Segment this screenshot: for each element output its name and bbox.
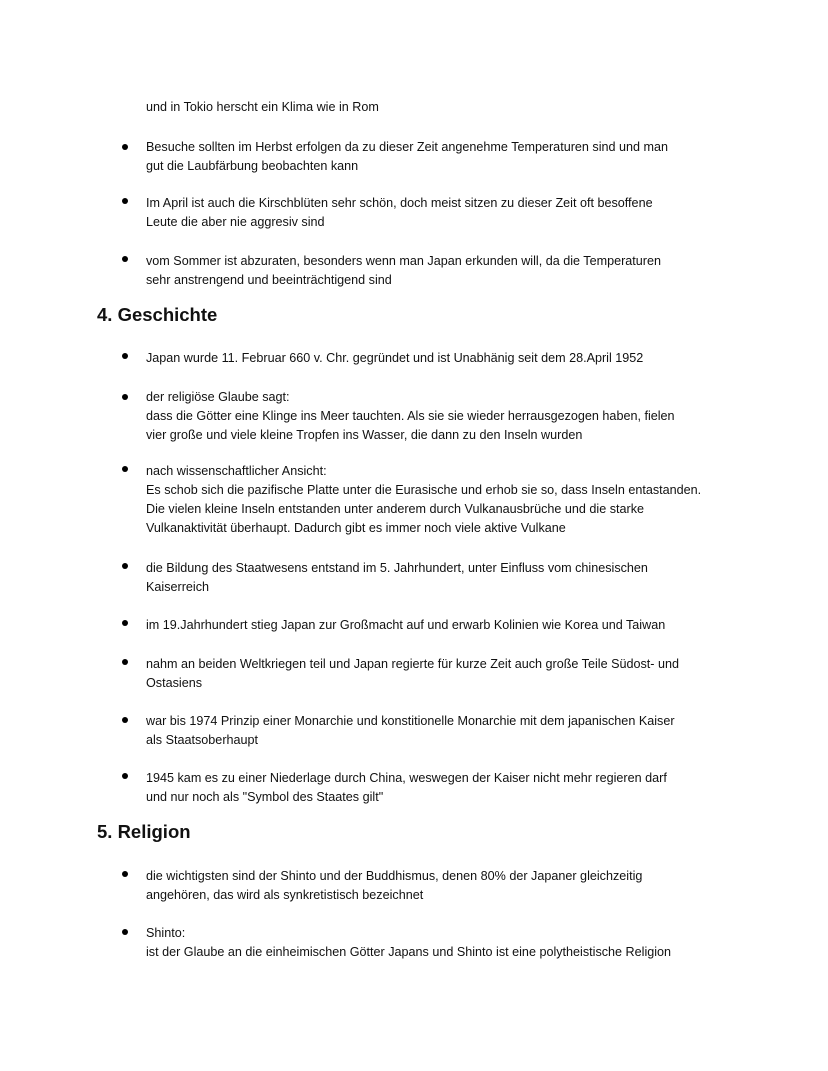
- bullet-dot: [122, 929, 128, 935]
- history-bullet-great-power: im 19.Jahrhundert stieg Japan zur Großmacht auf und erwarb Kolinien wie Korea und Taiwan: [146, 618, 666, 632]
- history-bullet-scientific-view: nach wissenschaftlicher Ansicht: Es schob sich die pazifische Platte unter die Eurasische und erhob sie so, dass Inseln entastanden. Die vielen kleine Inseln entstanden unter anderem durch Vulkanausbrüche und die starke Vulkanaktivität überhaupt. Dadurch gibt es immer noch viele aktive Vulkane: [146, 464, 702, 535]
- history-bullet-religious-belief: der religiöse Glaube sagt: dass die Götter eine Klinge ins Meer tauchten. Als sie sie wieder herrausgezogen haben, fielen vier große und viele kleine Tropfen ins Wasser, die dann zu den Inseln wurden: [146, 390, 675, 442]
- bullet-dot: [122, 773, 128, 779]
- bullet-dot: [122, 198, 128, 204]
- climate-bullet-april: Im April ist auch die Kirschblüten sehr schön, doch meist sitzen zu dieser Zeit oft besoffene Leute die aber nie aggresiv sind: [146, 196, 653, 229]
- continuation-line: und in Tokio herscht ein Klima wie in Rom: [146, 100, 379, 114]
- climate-bullet-autumn: Besuche sollten im Herbst erfolgen da zu dieser Zeit angenehme Temperaturen sind und man gut die Laubfärbung beobachten kann: [146, 140, 669, 173]
- history-bullet-world-wars: nahm an beiden Weltkriegen teil und Japan regierte für kurze Zeit auch große Teile Südost- und Ostasiens: [146, 657, 679, 690]
- bullet-dot: [122, 394, 128, 400]
- bullet-dot: [122, 563, 128, 569]
- history-bullet-state-formation: die Bildung des Staatwesens entstand im 5. Jahrhundert, unter Einfluss vom chinesischen Kaiserreich: [146, 561, 648, 594]
- bullet-dot: [122, 144, 128, 150]
- bullet-dot: [122, 353, 128, 359]
- section-heading-religion: 5. Religion: [97, 821, 191, 842]
- history-bullet-monarchy: war bis 1974 Prinzip einer Monarchie und konstitionelle Monarchie mit dem japanischen Kaiser als Staatsoberhaupt: [146, 714, 675, 747]
- climate-bullet-summer: vom Sommer ist abzuraten, besonders wenn man Japan erkunden will, da die Temperaturen sehr anstrengend und beeinträchtigend sind: [146, 254, 661, 287]
- bullet-dot: [122, 717, 128, 723]
- bullet-dot: [122, 620, 128, 626]
- bullet-dot: [122, 871, 128, 877]
- bullet-dot: [122, 256, 128, 262]
- section-heading-geschichte: 4. Geschichte: [97, 304, 218, 325]
- religion-bullet-shinto: Shinto: ist der Glaube an die einheimischen Götter Japans und Shinto ist eine polytheistische Religion: [146, 926, 672, 959]
- bullet-dot: [122, 659, 128, 665]
- history-bullet-1945: 1945 kam es zu einer Niederlage durch China, weswegen der Kaiser nicht mehr regieren darf und nur noch als "Symbol des Staates gilt": [146, 771, 667, 804]
- religion-bullet-main-religions: die wichtigsten sind der Shinto und der Buddhismus, denen 80% der Japaner gleichzeitig angehören, das wird als synkretistisch bezeichnet: [146, 869, 643, 902]
- bullet-dot: [122, 466, 128, 472]
- history-bullet-founding: Japan wurde 11. Februar 660 v. Chr. gegründet und ist Unabhänig seit dem 28.April 1952: [146, 351, 644, 365]
